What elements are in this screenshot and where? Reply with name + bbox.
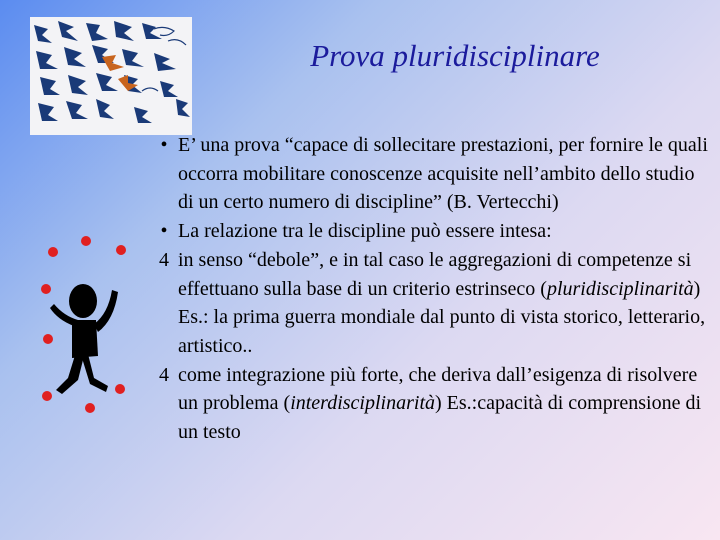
text-part: in senso “debole”, e in tal caso le aggregazioni di competenze si effettuano sulla base di un criterio estrinseco ( — [178, 248, 692, 300]
text-part: ) Es.:capacità di comprensione di un testo — [178, 392, 702, 444]
bullet-dot: • — [160, 220, 168, 243]
bullet-item — [150, 246, 715, 361]
term-emphasis: interdisciplinarità — [290, 392, 436, 415]
escher-birds-icon — [30, 17, 192, 135]
bullet-dot: • — [160, 134, 168, 156]
slide-body — [150, 131, 715, 447]
bullet-text: E’ una prova “capace di sollecitare prestazioni, per fornire le quali occorra mobilitare conoscenze acquisite nell’ambito dello studio di un certo numero di discipline” (B. Vertecchi) — [178, 134, 708, 214]
bullet-item — [150, 131, 715, 217]
bullet-text — [178, 246, 715, 361]
text-part: ) Es.: la prima guerra mondiale dal punto di vista storico, letterario, artistico.. — [178, 277, 706, 357]
bullet-item — [150, 217, 715, 246]
checkbox-bullet: 4 — [159, 248, 169, 271]
slide-title: Prova pluridisciplinare — [310, 38, 600, 73]
bullet-item — [150, 361, 715, 447]
text-part: come integrazione più forte, che deriva dall’esigenza di risolvere un problema ( — [178, 363, 698, 415]
juggler-icon — [28, 228, 138, 428]
checkbox-bullet: 4 — [159, 363, 169, 386]
term-emphasis: pluridisciplinarità — [546, 277, 694, 300]
bullet-text — [178, 361, 715, 447]
bullet-text: La relazione tra le discipline può essere intesa: — [178, 220, 552, 243]
